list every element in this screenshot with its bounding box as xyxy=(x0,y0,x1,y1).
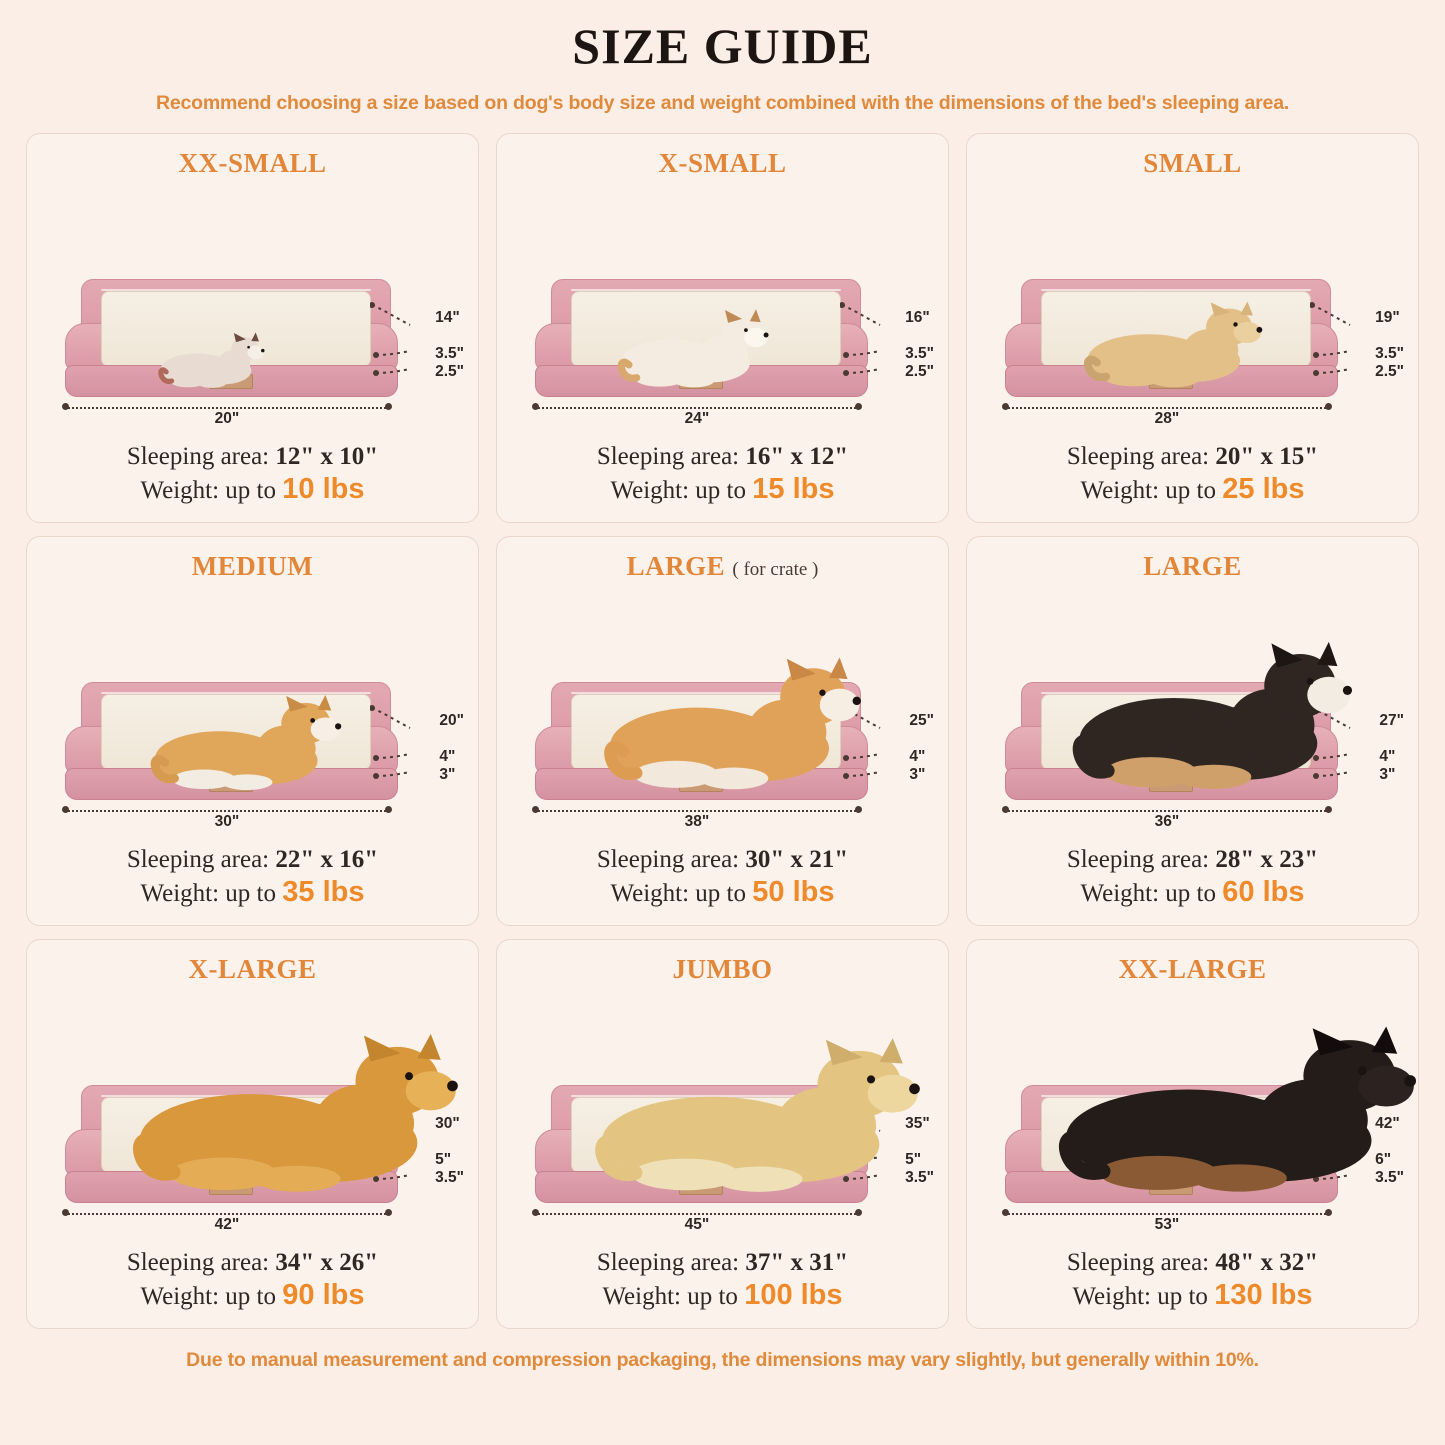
bed-piping xyxy=(571,289,841,291)
weight-value: 90 lbs xyxy=(282,1278,365,1311)
height-mid: 4" xyxy=(909,747,926,765)
weight-upto: up to xyxy=(1157,1282,1208,1310)
height-low: 2.5" xyxy=(435,363,464,381)
weight-value: 10 lbs xyxy=(282,472,365,505)
size-card-medium-3 xyxy=(26,536,479,926)
sleeping-area-value: 37" x 31" xyxy=(745,1248,849,1276)
width-endpoint-right xyxy=(855,403,862,410)
size-card-large-4 xyxy=(496,536,949,926)
height-dimensions xyxy=(909,713,934,784)
height-low: 3" xyxy=(909,766,926,784)
bed-illustration xyxy=(39,987,466,1249)
height-total: 42" xyxy=(1375,1114,1400,1132)
height-mid: 6" xyxy=(1375,1150,1392,1168)
width-endpoint-left xyxy=(62,1209,69,1216)
width-value: 28" xyxy=(1154,409,1180,427)
size-name: LARGE xyxy=(626,550,726,581)
size-name: JUMBO xyxy=(672,953,773,984)
height-total: 27" xyxy=(1379,711,1404,729)
bed-illustration xyxy=(509,987,936,1249)
sleeping-area-value: 20" x 15" xyxy=(1215,442,1319,470)
width-endpoint-right xyxy=(385,806,392,813)
width-dimension xyxy=(65,804,390,830)
sleeping-area-value: 30" x 21" xyxy=(745,845,849,873)
sleeping-area-value: 22" x 16" xyxy=(275,845,379,873)
width-endpoint-right xyxy=(855,1209,862,1216)
sleeping-area-label: Sleeping area: xyxy=(1066,845,1210,873)
size-card-small-2 xyxy=(966,133,1419,523)
width-dimension xyxy=(535,804,860,830)
width-endpoint-left xyxy=(1002,806,1009,813)
sleeping-area-label: Sleeping area: xyxy=(1066,442,1210,470)
sleeping-area-label: Sleeping area: xyxy=(596,1248,740,1276)
bed-illustration xyxy=(509,584,936,846)
weight-upto: up to xyxy=(1165,476,1216,504)
width-value: 42" xyxy=(214,1215,240,1233)
weight-value: 15 lbs xyxy=(752,472,835,505)
height-total: 19" xyxy=(1375,308,1400,326)
dog-illustration-shih-tzu xyxy=(616,308,771,389)
height-leader-lines xyxy=(1310,301,1354,381)
height-mid: 3.5" xyxy=(1375,344,1404,362)
weight-value: 25 lbs xyxy=(1222,472,1305,505)
width-line xyxy=(65,407,390,409)
height-low: 3" xyxy=(1379,766,1396,784)
width-line xyxy=(65,1213,390,1215)
weight-spec xyxy=(509,876,936,909)
dog-illustration-corgi xyxy=(149,694,345,792)
bed-illustration xyxy=(509,181,936,443)
weight-upto: up to xyxy=(1165,879,1216,907)
size-card-grid xyxy=(26,133,1419,1329)
width-endpoint-left xyxy=(532,403,539,410)
width-line xyxy=(535,810,860,812)
bed-illustration xyxy=(39,181,466,443)
sleeping-area-value: 34" x 26" xyxy=(275,1248,379,1276)
width-endpoint-right xyxy=(1325,403,1332,410)
width-dimension xyxy=(1005,804,1330,830)
width-dimension xyxy=(1005,1207,1330,1233)
width-value: 30" xyxy=(214,812,240,830)
weight-spec xyxy=(509,1279,936,1312)
sleeping-area-label: Sleeping area: xyxy=(126,1248,270,1276)
dog-illustration-shiba-inu xyxy=(602,656,866,792)
height-mid: 4" xyxy=(1379,747,1396,765)
width-endpoint-right xyxy=(855,806,862,813)
width-endpoint-right xyxy=(1325,1209,1332,1216)
size-card-jumbo-7 xyxy=(496,939,949,1329)
height-mid: 5" xyxy=(905,1150,922,1168)
height-mid: 5" xyxy=(435,1150,452,1168)
weight-label: Weight: xyxy=(1080,476,1160,504)
width-dimension xyxy=(1005,401,1330,427)
width-value: 20" xyxy=(214,409,240,427)
sleeping-area-spec xyxy=(509,846,936,874)
size-name: X-SMALL xyxy=(658,147,787,178)
dog-illustration-rottweiler xyxy=(1055,1024,1423,1194)
sleeping-area-spec xyxy=(39,443,466,471)
size-name: XX-SMALL xyxy=(178,147,327,178)
width-line xyxy=(535,407,860,409)
weight-label: Weight: xyxy=(610,476,690,504)
bed-piping xyxy=(1041,289,1311,291)
weight-value: 100 lbs xyxy=(744,1278,843,1311)
height-mid: 3.5" xyxy=(905,344,934,362)
size-card-title xyxy=(39,954,466,985)
weight-label: Weight: xyxy=(140,879,220,907)
width-endpoint-left xyxy=(62,403,69,410)
height-leader-lines xyxy=(370,301,414,381)
width-dimension xyxy=(535,401,860,427)
weight-spec xyxy=(979,876,1406,909)
width-line xyxy=(1005,407,1330,409)
page-subtitle: Recommend choosing a size based on dog's body size and weight combined with the dimensions of the bed's sleeping area. xyxy=(155,91,1290,114)
height-total: 20" xyxy=(439,711,464,729)
weight-spec xyxy=(39,1279,466,1312)
size-card-title xyxy=(979,954,1406,985)
width-endpoint-left xyxy=(1002,403,1009,410)
width-dimension xyxy=(65,401,390,427)
height-dimensions xyxy=(1379,713,1404,784)
sleeping-area-spec xyxy=(979,846,1406,874)
weight-label: Weight: xyxy=(610,879,690,907)
height-dimensions xyxy=(1375,310,1404,381)
bed-piping xyxy=(101,289,371,291)
sleeping-area-spec xyxy=(979,1249,1406,1277)
page-title: SIZE GUIDE xyxy=(572,18,873,74)
sleeping-area-value: 16" x 12" xyxy=(745,442,849,470)
weight-spec xyxy=(979,1279,1406,1312)
weight-label: Weight: xyxy=(140,1282,220,1310)
height-total: 35" xyxy=(905,1114,930,1132)
width-endpoint-left xyxy=(532,1209,539,1216)
sleeping-area-spec xyxy=(39,1249,466,1277)
width-value: 38" xyxy=(684,812,710,830)
weight-spec xyxy=(39,473,466,506)
size-card-x-small-1 xyxy=(496,133,949,523)
height-low: 3.5" xyxy=(435,1169,464,1187)
bed-illustration xyxy=(979,987,1406,1249)
width-line xyxy=(1005,810,1330,812)
width-endpoint-left xyxy=(1002,1209,1009,1216)
size-name: X-LARGE xyxy=(188,953,317,984)
bed-illustration xyxy=(979,584,1406,846)
size-name: LARGE xyxy=(1143,550,1242,581)
size-card-title xyxy=(509,551,936,582)
sleeping-area-spec xyxy=(39,846,466,874)
weight-value: 130 lbs xyxy=(1214,1278,1313,1311)
weight-upto: up to xyxy=(695,476,746,504)
width-value: 53" xyxy=(1154,1215,1180,1233)
sleeping-area-spec xyxy=(509,443,936,471)
width-endpoint-right xyxy=(1325,806,1332,813)
width-endpoint-left xyxy=(62,806,69,813)
bed-illustration xyxy=(39,584,466,846)
height-low: 2.5" xyxy=(1375,363,1404,381)
height-total: 30" xyxy=(435,1114,460,1132)
width-line xyxy=(535,1213,860,1215)
height-low: 2.5" xyxy=(905,363,934,381)
sleeping-area-spec xyxy=(979,443,1406,471)
size-card-x-large-6 xyxy=(26,939,479,1329)
height-dimensions xyxy=(439,713,464,784)
weight-label: Weight: xyxy=(1080,879,1160,907)
sleeping-area-value: 48" x 32" xyxy=(1215,1248,1319,1276)
size-card-title xyxy=(509,148,936,179)
weight-upto: up to xyxy=(695,879,746,907)
weight-value: 50 lbs xyxy=(752,875,835,908)
dog-illustration-border-collie xyxy=(1070,640,1357,792)
weight-spec xyxy=(509,473,936,506)
width-dimension xyxy=(65,1207,390,1233)
width-dimension xyxy=(535,1207,860,1233)
height-total: 14" xyxy=(435,308,460,326)
sleeping-area-label: Sleeping area: xyxy=(126,442,270,470)
width-endpoint-left xyxy=(532,806,539,813)
sleeping-area-spec xyxy=(509,1249,936,1277)
dog-illustration-golden-retriever xyxy=(130,1032,464,1195)
sleeping-area-label: Sleeping area: xyxy=(596,442,740,470)
weight-value: 35 lbs xyxy=(282,875,365,908)
sleeping-area-value: 12" x 10" xyxy=(275,442,379,470)
height-dimensions xyxy=(435,310,464,381)
weight-label: Weight: xyxy=(1072,1282,1151,1310)
width-value: 45" xyxy=(684,1215,710,1233)
size-card-title xyxy=(979,148,1406,179)
height-low: 3" xyxy=(439,766,456,784)
weight-upto: up to xyxy=(225,879,276,907)
height-low: 3.5" xyxy=(1375,1169,1404,1187)
weight-label: Weight: xyxy=(602,1282,681,1310)
weight-label: Weight: xyxy=(140,476,220,504)
weight-value: 60 lbs xyxy=(1222,875,1305,908)
sleeping-area-label: Sleeping area: xyxy=(1066,1248,1210,1276)
size-card-title xyxy=(39,148,466,179)
size-card-large-5 xyxy=(966,536,1419,926)
size-card-xx-small-0 xyxy=(26,133,479,523)
dog-illustration-cat xyxy=(158,331,267,388)
sleeping-area-value: 28" x 23" xyxy=(1215,845,1319,873)
dog-illustration-labrador xyxy=(592,1036,926,1194)
dog-illustration-french-bulldog xyxy=(1082,300,1266,388)
width-endpoint-right xyxy=(385,1209,392,1216)
size-note: ( for crate ) xyxy=(732,558,819,580)
width-value: 36" xyxy=(1154,812,1180,830)
width-value: 24" xyxy=(684,409,710,427)
weight-upto: up to xyxy=(687,1282,738,1310)
size-card-title xyxy=(509,954,936,985)
height-mid: 3.5" xyxy=(435,344,464,362)
size-name: SMALL xyxy=(1143,147,1242,178)
size-name: MEDIUM xyxy=(191,550,314,581)
height-total: 25" xyxy=(909,711,934,729)
width-line xyxy=(65,810,390,812)
width-line xyxy=(1005,1213,1330,1215)
sleeping-area-label: Sleeping area: xyxy=(596,845,740,873)
weight-spec xyxy=(979,473,1406,506)
size-card-title xyxy=(979,551,1406,582)
height-mid: 4" xyxy=(439,747,456,765)
footer-note: Due to manual measurement and compression packaging, the dimensions may vary slightly, but generally within 10%. xyxy=(186,1348,1259,1371)
weight-upto: up to xyxy=(225,476,276,504)
width-endpoint-right xyxy=(385,403,392,410)
height-total: 16" xyxy=(905,308,930,326)
bed-illustration xyxy=(979,181,1406,443)
height-low: 3.5" xyxy=(905,1169,934,1187)
sleeping-area-label: Sleeping area: xyxy=(126,845,270,873)
size-card-xx-large-8 xyxy=(966,939,1419,1329)
weight-spec xyxy=(39,876,466,909)
height-leader-lines xyxy=(840,301,884,381)
height-leader-lines xyxy=(370,704,414,784)
size-card-title xyxy=(39,551,466,582)
height-dimensions xyxy=(905,310,934,381)
weight-upto: up to xyxy=(225,1282,276,1310)
size-name: XX-LARGE xyxy=(1118,953,1267,984)
